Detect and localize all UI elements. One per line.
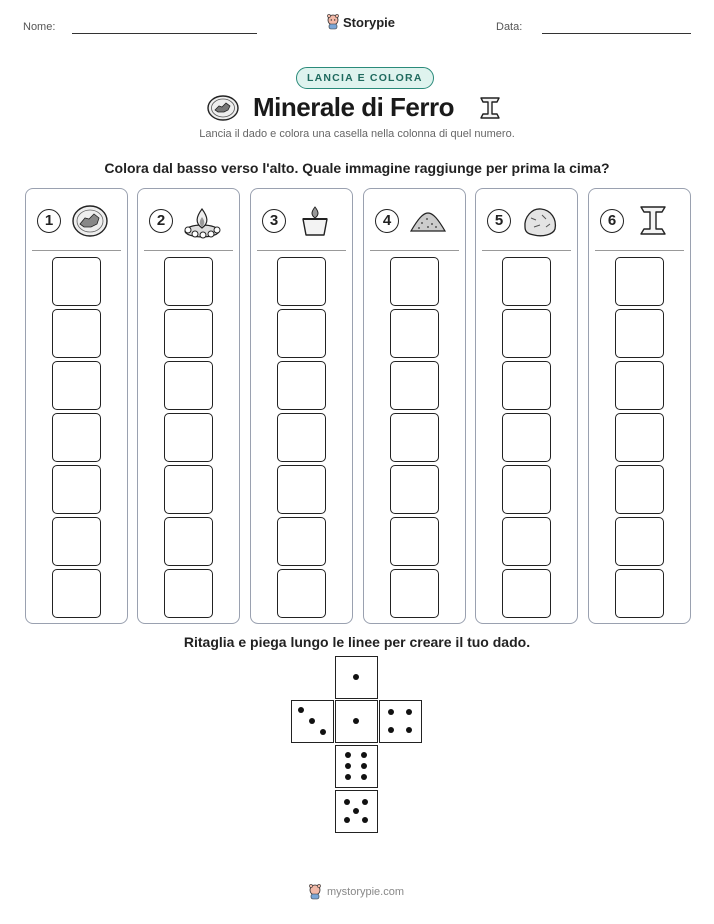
die-pip bbox=[345, 774, 351, 780]
color-box[interactable] bbox=[615, 361, 664, 410]
color-box[interactable] bbox=[502, 361, 551, 410]
die-pip bbox=[320, 729, 326, 735]
die-pip bbox=[362, 799, 368, 805]
color-box[interactable] bbox=[52, 569, 101, 618]
color-box[interactable] bbox=[52, 309, 101, 358]
color-box[interactable] bbox=[277, 569, 326, 618]
die-face-1 bbox=[335, 700, 378, 743]
color-box[interactable] bbox=[52, 517, 101, 566]
dice-column-5 bbox=[475, 188, 578, 624]
color-box[interactable] bbox=[502, 517, 551, 566]
color-box[interactable] bbox=[164, 569, 213, 618]
die-face-6 bbox=[335, 745, 378, 788]
die-pip bbox=[344, 799, 350, 805]
die-pip bbox=[353, 808, 359, 814]
game-instruction: Colora dal basso verso l'alto. Quale immagine raggiunge per prima la cima? bbox=[104, 160, 610, 176]
die-pip bbox=[344, 817, 350, 823]
color-box[interactable] bbox=[164, 361, 213, 410]
column-divider bbox=[595, 250, 684, 251]
color-box[interactable] bbox=[390, 517, 439, 566]
campfire-icon bbox=[182, 203, 222, 239]
color-box[interactable] bbox=[390, 361, 439, 410]
color-box[interactable] bbox=[390, 257, 439, 306]
die-pip bbox=[298, 707, 304, 713]
die-pip bbox=[353, 674, 359, 680]
color-box[interactable] bbox=[615, 517, 664, 566]
color-box[interactable] bbox=[277, 517, 326, 566]
column-divider bbox=[144, 250, 233, 251]
column-number: 5 bbox=[487, 209, 511, 233]
color-box[interactable] bbox=[502, 465, 551, 514]
color-box[interactable] bbox=[502, 309, 551, 358]
brand-logo bbox=[326, 14, 395, 30]
ore-rock-icon bbox=[520, 203, 560, 239]
steel-beam-icon bbox=[633, 203, 673, 239]
iron-ore-coin-icon bbox=[70, 203, 110, 239]
footer-url: mystorypie.com bbox=[327, 886, 405, 898]
color-box[interactable] bbox=[164, 257, 213, 306]
die-face-4 bbox=[379, 700, 422, 743]
steel-beam-icon bbox=[476, 94, 504, 122]
color-box[interactable] bbox=[502, 413, 551, 462]
column-number: 4 bbox=[375, 209, 399, 233]
date-line[interactable] bbox=[542, 33, 691, 34]
color-box[interactable] bbox=[52, 361, 101, 410]
column-number: 6 bbox=[600, 209, 624, 233]
color-box[interactable] bbox=[52, 465, 101, 514]
color-box[interactable] bbox=[502, 257, 551, 306]
color-box[interactable] bbox=[164, 309, 213, 358]
die-face-3 bbox=[291, 700, 334, 743]
name-label: Nome: bbox=[23, 21, 56, 33]
cut-instruction: Ritaglia e piega lungo le linee per creare il tuo dado. bbox=[183, 634, 531, 650]
color-box[interactable] bbox=[615, 569, 664, 618]
dice-column-2 bbox=[137, 188, 240, 624]
die-face-1 bbox=[335, 656, 378, 699]
column-divider bbox=[370, 250, 459, 251]
color-box[interactable] bbox=[390, 309, 439, 358]
column-header bbox=[251, 189, 352, 251]
column-divider bbox=[257, 250, 346, 251]
dice-column-1 bbox=[25, 188, 128, 624]
color-box[interactable] bbox=[277, 309, 326, 358]
die-pip bbox=[406, 727, 412, 733]
iron-ore-coin-icon bbox=[206, 94, 240, 122]
color-box[interactable] bbox=[164, 517, 213, 566]
die-pip bbox=[388, 727, 394, 733]
die-face-5 bbox=[335, 790, 378, 833]
column-number: 2 bbox=[149, 209, 173, 233]
column-number: 1 bbox=[37, 209, 61, 233]
dice-column-3 bbox=[250, 188, 353, 624]
color-box[interactable] bbox=[615, 413, 664, 462]
color-box[interactable] bbox=[615, 309, 664, 358]
color-box[interactable] bbox=[164, 413, 213, 462]
die-pip bbox=[353, 718, 359, 724]
color-box[interactable] bbox=[52, 413, 101, 462]
color-box[interactable] bbox=[390, 569, 439, 618]
column-header bbox=[26, 189, 127, 251]
column-header bbox=[138, 189, 239, 251]
color-box[interactable] bbox=[277, 361, 326, 410]
color-box[interactable] bbox=[615, 257, 664, 306]
dice-column-4 bbox=[363, 188, 466, 624]
column-divider bbox=[32, 250, 121, 251]
activity-badge: LANCIA E COLORA bbox=[296, 67, 434, 89]
die-pip bbox=[361, 763, 367, 769]
die-pip bbox=[345, 752, 351, 758]
date-label: Data: bbox=[496, 21, 523, 33]
die-pip bbox=[388, 709, 394, 715]
color-box[interactable] bbox=[615, 465, 664, 514]
storypie-mascot-icon bbox=[326, 14, 340, 30]
color-box[interactable] bbox=[164, 465, 213, 514]
die-pip bbox=[361, 752, 367, 758]
page-subtitle: Lancia il dado e colora una casella nella colonna di quel numero. bbox=[199, 128, 515, 140]
color-box[interactable] bbox=[390, 413, 439, 462]
die-pip bbox=[406, 709, 412, 715]
molten-crucible-icon bbox=[295, 203, 335, 239]
color-box[interactable] bbox=[277, 257, 326, 306]
brand-name: Storypie bbox=[343, 14, 396, 30]
column-header bbox=[589, 189, 690, 251]
die-pip bbox=[309, 718, 315, 724]
color-box[interactable] bbox=[390, 465, 439, 514]
column-header bbox=[476, 189, 577, 251]
die-pip bbox=[345, 763, 351, 769]
column-divider bbox=[482, 250, 571, 251]
name-line[interactable] bbox=[72, 33, 257, 34]
color-box[interactable] bbox=[277, 465, 326, 514]
color-box[interactable] bbox=[52, 257, 101, 306]
dice-column-6 bbox=[588, 188, 691, 624]
powder-pile-icon bbox=[408, 203, 448, 239]
footer bbox=[308, 884, 404, 900]
storypie-mascot-icon bbox=[308, 884, 322, 900]
column-header bbox=[364, 189, 465, 251]
page-title: Minerale di Ferro bbox=[253, 92, 454, 122]
color-box[interactable] bbox=[502, 569, 551, 618]
die-pip bbox=[361, 774, 367, 780]
color-box[interactable] bbox=[277, 413, 326, 462]
die-pip bbox=[362, 817, 368, 823]
column-number: 3 bbox=[262, 209, 286, 233]
